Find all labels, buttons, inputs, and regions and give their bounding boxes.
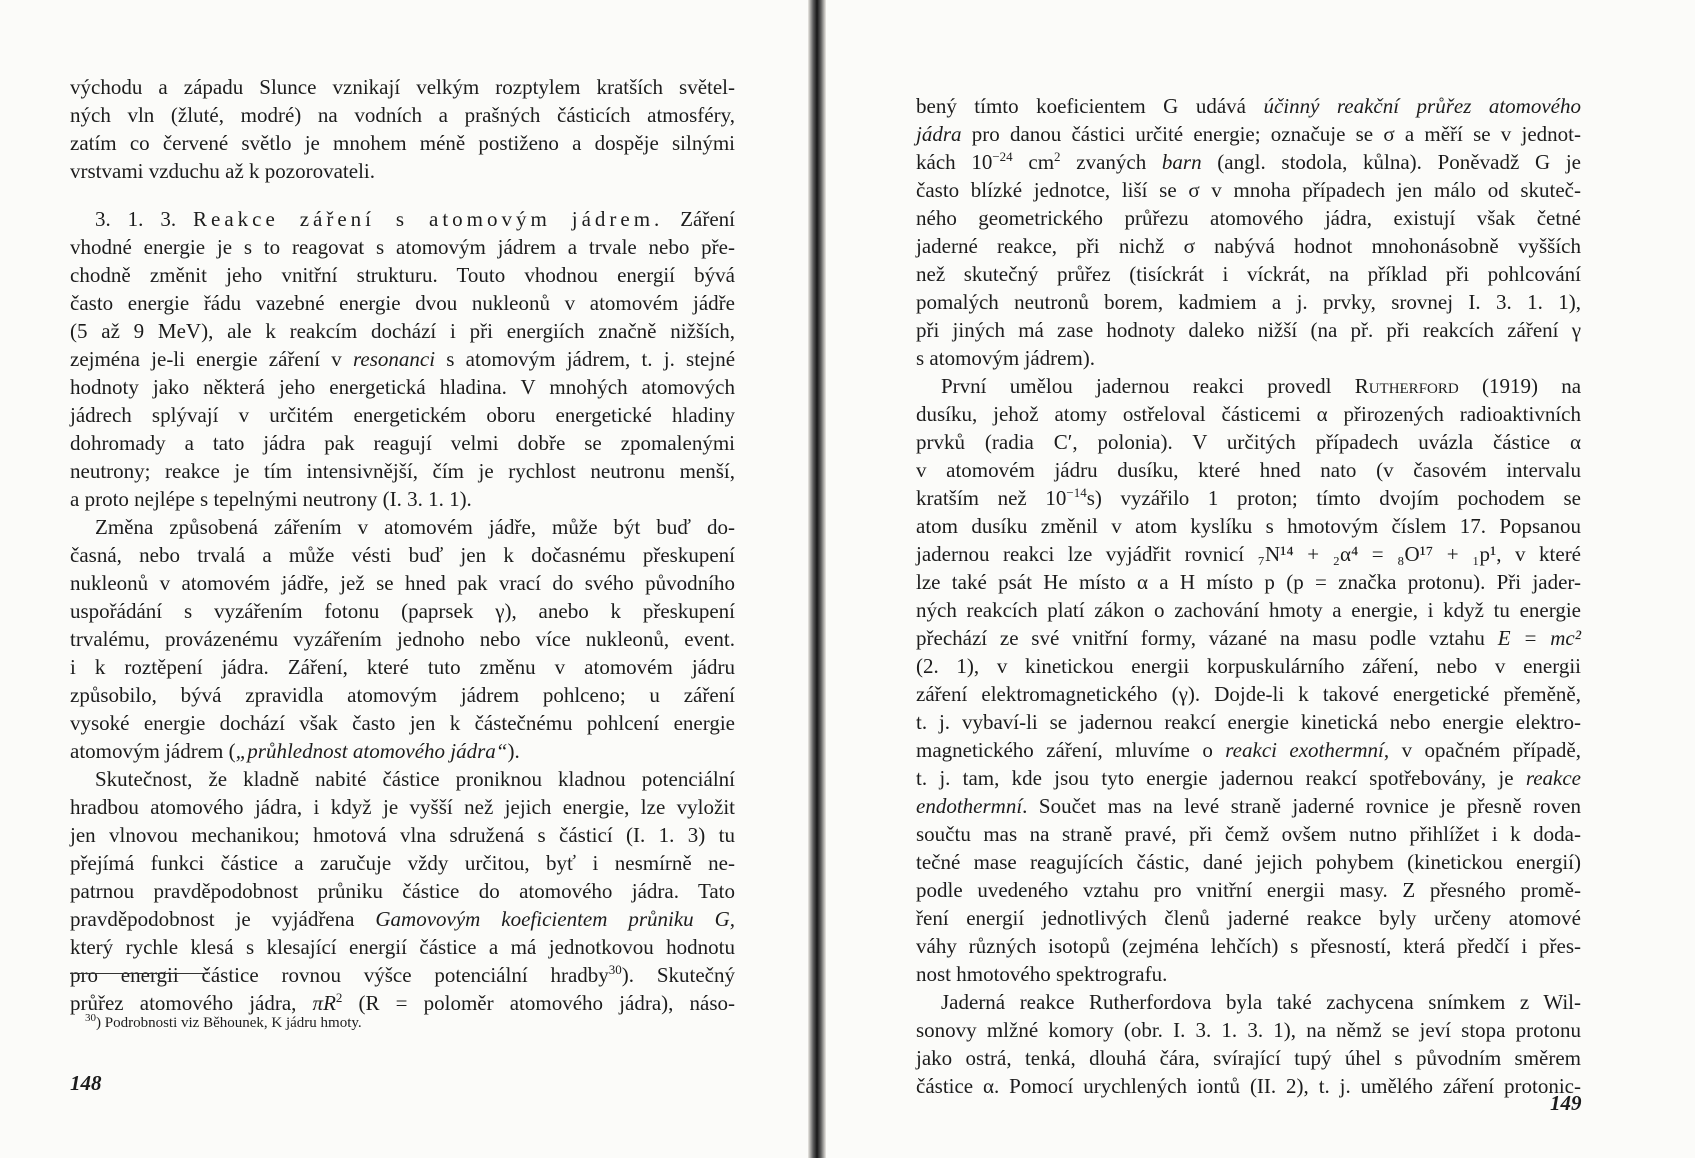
text-line <box>916 120 1581 148</box>
text-line: ného geometrického průřezu atomového jádra, existují však četné <box>916 206 1581 230</box>
text-line <box>916 764 1581 792</box>
text-line: jako ostrá, tenká, dlouhá čára, svírající tupý úhel s původním směrem <box>916 1046 1581 1070</box>
text-line <box>916 792 1581 820</box>
text-fragment: jadernou reakci lze vyjádřit rovnicí <box>916 542 1245 566</box>
text-line: tečné mase reagujících částic, dané jejich pohybem (kinetickou energií) <box>916 850 1581 874</box>
section-title: Reakce záření s atomovým jádrem. <box>193 207 664 231</box>
text-line: jen vlnovou mechanikou; hmotová vlna sdružená s částicí (I. 1. 3) tu <box>70 823 735 847</box>
italic-term: reakci exothermní <box>1225 738 1384 762</box>
text-fragment: (1919) na <box>1481 374 1582 398</box>
formula: E = mc² <box>1497 626 1582 650</box>
text-fragment: pravděpodobnost je vyjádřena <box>70 907 355 931</box>
italic-term: Gamovovým koeficientem průniku G, <box>375 907 735 931</box>
right-text-column <box>916 92 1581 1100</box>
text-line <box>70 737 735 765</box>
text-line: často energie řádu vazebné energie dvou nukleonů v atomovém jádře <box>70 291 735 315</box>
footnote-text: ) Podrobnosti viz Běhounek, K jádru hmoty. <box>96 1015 362 1031</box>
text-line: uspořádání s vyzářením fotonu (paprsek γ), anebo k přeskupení <box>70 599 735 623</box>
text-line <box>916 372 1581 400</box>
text-line: nost hmotového spektrografu. <box>916 962 1168 986</box>
text-fragment: kách 10 <box>916 150 993 174</box>
text-line <box>916 484 1581 512</box>
footnote-ref: 30 <box>608 962 622 977</box>
page-number: 148 <box>70 1071 102 1095</box>
text-line: vrstvami vzduchu až k pozorovateli. <box>70 159 375 183</box>
text-line: v atomovém jádru dusíku, které hned nato (v časovém intervalu <box>916 458 1581 482</box>
text-fragment: pro energii částice rovnou výšce potenciální hradby <box>70 963 609 987</box>
text-line: sonovy mlžné komory (obr. I. 3. 1. 3. 1), na němž se jeví stopa protonu <box>916 1018 1581 1042</box>
text-line: hodnoty jako některá jeho energetická hladina. V mnohých atomových <box>70 375 735 399</box>
text-line: váhy různých isotopů (zejména lehčích) s přesností, která předčí i přes- <box>916 934 1581 958</box>
text-line <box>916 540 1581 568</box>
text-line <box>916 624 1581 652</box>
text-line: pomalých neutronů borem, kadmiem a j. prvky, srovnej I. 3. 1. 1), <box>916 290 1581 314</box>
text-fragment: Záření <box>680 207 736 231</box>
text-line <box>70 989 735 1017</box>
text-fragment: bený tímto koeficientem G udává <box>916 94 1246 118</box>
text-line: chodně změnit jeho vnitřní strukturu. Touto vhodnou energií bývá <box>70 263 735 287</box>
text-line <box>916 92 1581 120</box>
text-fragment: zvaných <box>1060 150 1162 174</box>
text-line: trvalému, provázenému vyzářením jednoho nebo více nukleonů, event. <box>70 627 735 651</box>
text-line: Změna způsobená zářením v atomovém jádře, může být buď do- <box>95 515 735 539</box>
text-line: s atomovým jádrem). <box>916 346 1096 370</box>
text-line <box>70 905 735 933</box>
text-line: i k roztěpení jádra. Záření, které tuto změnu v atomovém jádru <box>70 655 735 679</box>
text-fragment: První umělou jadernou reakci provedl <box>941 374 1332 398</box>
italic-term: jádra <box>916 122 962 146</box>
italic-term: barn <box>1161 150 1202 174</box>
footnote-number: 30 <box>85 1012 96 1024</box>
left-text-column <box>70 73 735 1017</box>
text-fragment: . Součet mas na levé straně jaderné rovnice je přesně roven <box>1022 794 1581 818</box>
italic-term: účinný reakční průřez atomového <box>1263 94 1581 118</box>
text-line: přejímá funkci částice a zaručuje vždy určitou, byť i nesmírně ne- <box>70 851 735 875</box>
text-fragment: přechází ze své vnitřní formy, vázané na masu podle vztahu <box>916 626 1485 650</box>
text-line: vhodné energie je s to reagovat s atomovým jádrem a trvale nebo pře- <box>70 235 735 259</box>
text-fragment: ). <box>507 739 520 763</box>
text-fragment: s atomovým jádrem, t. j. stejné <box>446 347 736 371</box>
text-line: Jaderná reakce Rutherfordova byla také zachycena snímkem z Wil- <box>941 990 1581 1014</box>
text-line: t. j. vybaví-li se jadernou reakcí energie kinetická nebo energie elektro- <box>916 710 1581 734</box>
text-line: a proto nejlépe s tepelnými neutrony (I. 3. 1. 1). <box>70 487 472 511</box>
text-line: atom dusíku změnil v atom kyslíku s hmotovým číslem 17. Popsanou <box>916 514 1581 538</box>
text-line: způsobilo, bývá zpravidla atomovým jádrem pohlceno; u záření <box>70 683 735 707</box>
text-line: dohromady a tato jádra pak reagují velmi dobře se zpomalenými <box>70 431 735 455</box>
book-spine <box>808 0 826 1158</box>
text-line: vysoké energie dochází však často jen k částečnému pohlcení energie <box>70 711 735 735</box>
text-line: (5 až 9 MeV), ale k reakcím dochází i při energiích značně nižších, <box>70 319 735 343</box>
text-fragment: kratším než 10 <box>916 486 1067 510</box>
text-line <box>916 148 1581 176</box>
italic-term: resonanci <box>353 347 436 371</box>
superscript: 2 <box>335 990 343 1005</box>
text-line: východu a západu Slunce vznikají velkým rozptylem kratších světel- <box>70 75 735 99</box>
text-line: jádrech splývají v určitém energetickém oboru energetické hladiny <box>70 403 735 427</box>
text-fragment: (R = poloměr atomového jádra), náso- <box>358 991 735 1015</box>
text-fragment: průřez atomového jádra, <box>70 991 297 1015</box>
superscript: −24 <box>992 149 1013 164</box>
text-line <box>70 345 735 373</box>
text-line: ření energií jednotlivých členů jaderné reakce byly určeny atomové <box>916 906 1581 930</box>
text-line <box>916 736 1581 764</box>
text-fragment: magnetického záření, mluvíme o <box>916 738 1213 762</box>
text-line: dusíku, jehož atomy ostřeloval částicemi α přirozených radioaktivních <box>916 402 1581 426</box>
text-fragment: pro danou částici určité energie; označuje se σ a měří se v jednot- <box>971 122 1581 146</box>
text-line: při jiných má zase hodnoty daleko nižší (na př. při reakcích záření γ <box>916 318 1581 342</box>
superscript: −14 <box>1066 485 1087 500</box>
right-page <box>826 0 1695 1158</box>
text-fragment: , v opačném případě, <box>1383 738 1581 762</box>
footnote <box>85 1012 362 1032</box>
text-fragment: (angl. stodola, kůlna). Poněvadž G je <box>1201 150 1581 174</box>
text-line <box>70 961 735 989</box>
text-fragment: ). Skutečný <box>621 963 735 987</box>
text-line: podle uvedeného vztahu pro vnitřní energii masy. Z přesného promě- <box>916 878 1581 902</box>
text-line: součtu mas na straně pravé, při čemž ovšem nutno přihlížet i k doda- <box>916 822 1581 846</box>
text-line: nukleonů v atomovém jádře, jež se hned pak vrací do svého původního <box>70 571 735 595</box>
text-line: neutrony; reakce je tím intensivnější, čím je rychlost neutronu menší, <box>70 459 735 483</box>
text-line: lze také psát He místo α a H místo p (p = značka protonu). Při jader- <box>916 570 1581 594</box>
text-line: prvků (radia C′, polonia). V určitých případech uvázla částice α <box>916 430 1581 454</box>
italic-term: endothermní <box>916 794 1023 818</box>
text-line: Skutečnost, že kladně nabité částice proniknou kladnou potenciální <box>95 767 735 791</box>
text-fragment: t. j. tam, kde jsou tyto energie jadernou reakcí spotřebovány, je <box>916 766 1514 790</box>
text-fragment: , v které <box>1496 542 1582 566</box>
footnote-divider <box>70 973 208 974</box>
left-page <box>0 0 815 1158</box>
formula: πR <box>312 991 336 1015</box>
italic-term: „průhlednost atomového jádra“ <box>235 739 508 763</box>
text-line: hradbou atomového jádra, i když je vyšší než jejich energie, lze vyložit <box>70 795 735 819</box>
text-fragment: cm <box>1012 150 1055 174</box>
nuclear-equation: ₇N¹⁴ + ₂α⁴ = ₈O¹⁷ + ₁p¹ <box>1257 542 1497 566</box>
text-fragment: s) vyzářilo 1 proton; tímto dvojím pochodem se <box>1086 486 1581 510</box>
section-heading-line <box>70 205 735 233</box>
page-number: 149 <box>1550 1091 1582 1115</box>
text-line: zatím co červené světlo je mnohem méně postiženo a dospěje silnými <box>70 131 735 155</box>
text-line: často blízké jednotce, liší se σ v mnoha případech jen málo od skuteč- <box>916 178 1581 202</box>
text-line: ných reakcích platí zákon o zachování hmoty a energie, i když tu energie <box>916 598 1581 622</box>
text-line: patrnou pravděpodobnost průniku částice do atomového jádra. Tato <box>70 879 735 903</box>
text-line: ných vln (žluté, modré) na vodních a prašných částicích atmosféry, <box>70 103 735 127</box>
text-line: (2. 1), v kinetickou energii korpuskulárního záření, nebo v energii <box>916 654 1581 678</box>
text-fragment: zejména je-li energie záření v <box>70 347 342 371</box>
text-line: časná, nebo trvalá a může vésti buď jen k dočasnému přeskupení <box>70 543 735 567</box>
italic-term: reakce <box>1525 766 1581 790</box>
superscript: 2 <box>1054 149 1061 164</box>
person-name: Rutherford <box>1354 374 1459 398</box>
text-line: jaderné reakce, při nichž σ nabývá hodnot mnohonásobně vyšších <box>916 234 1581 258</box>
text-fragment: atomovým jádrem ( <box>70 739 236 763</box>
text-line: který rychle klesá s klesající energií částice a má jednotkovou hodnotu <box>70 935 735 959</box>
text-line: částice α. Pomocí urychlených iontů (II. 2), t. j. umělého záření protonic- <box>916 1074 1581 1098</box>
section-number: 3. 1. 3. <box>95 207 177 231</box>
text-line: záření elektromagnetického (γ). Dojde-li k takové energetické přeměně, <box>916 682 1581 706</box>
text-line: než skutečný průřez (tisíckrát i víckrát, na příklad při pohlcování <box>916 262 1581 286</box>
